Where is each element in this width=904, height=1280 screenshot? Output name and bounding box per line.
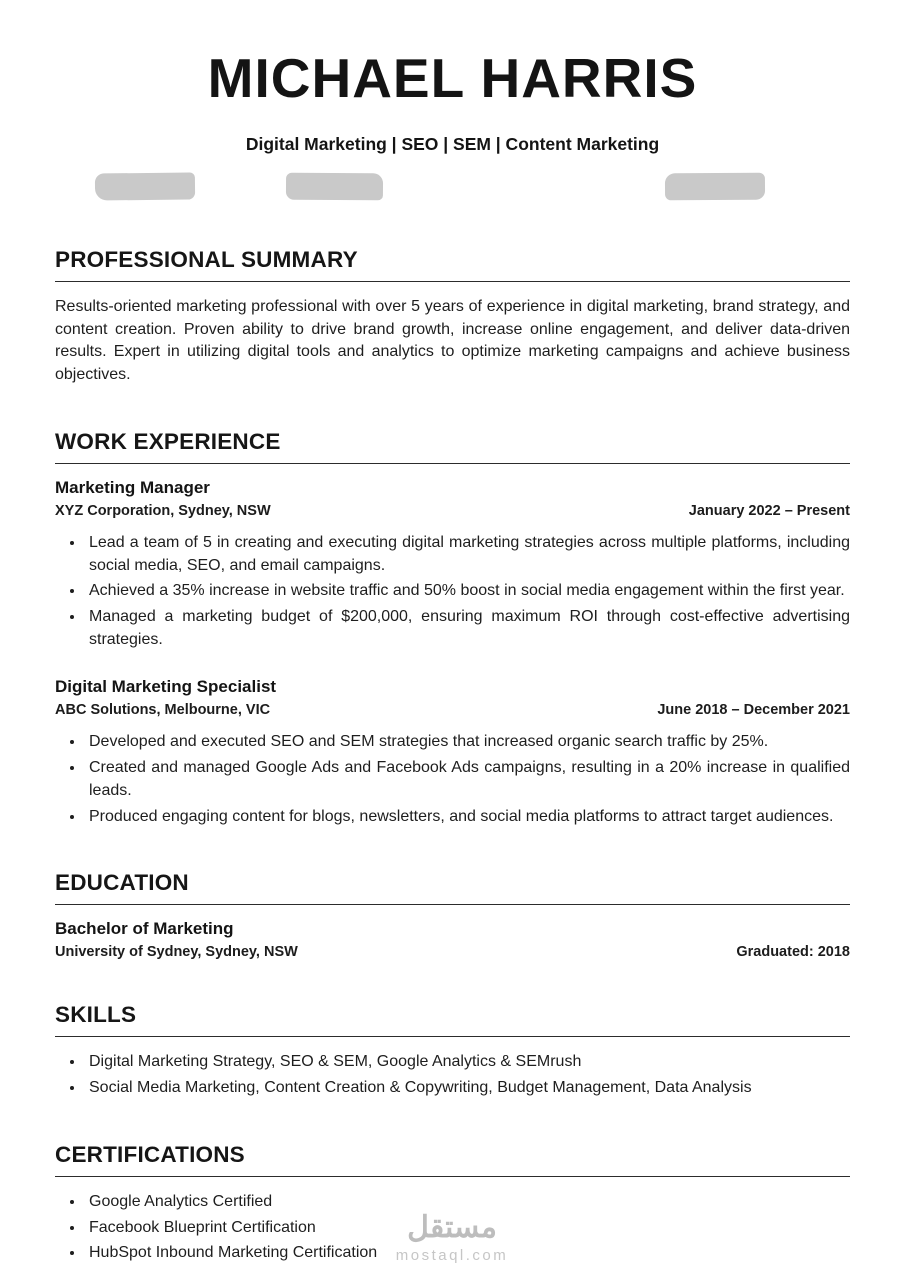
job-dates: January 2022 – Present (688, 502, 850, 519)
redacted-contact-block (665, 173, 765, 201)
job-company: ABC Solutions, Melbourne, VIC (55, 702, 271, 719)
summary-text: Results-oriented marketing professional with over 5 years of experience in digital marketing, brand strategy, and content creation. Proven ability to drive brand growth, increase online engagement, and deliver data-driven results. Expert in utilizing digital tools and analytics to optimize marketing campaigns and achieve business objectives. (55, 298, 850, 384)
contact-row (55, 169, 850, 205)
section-summary (55, 247, 850, 387)
job-role: Digital Marketing Specialist (55, 677, 277, 697)
section-education (55, 870, 850, 960)
section-title-experience: WORK EXPERIENCE (55, 429, 850, 464)
candidate-tagline: Digital Marketing | SEO | SEM | Content Marketing (245, 134, 660, 154)
section-title-summary: PROFESSIONAL SUMMARY (55, 247, 850, 282)
education-degree: Bachelor of Marketing (55, 919, 234, 939)
bullet-item: • Created and managed Google Ads and Facebook Ads campaigns, resulting in a 20% increase in qualified leads. (85, 757, 850, 802)
section-title-education: EDUCATION (55, 870, 850, 905)
bullet-item: • Social Media Marketing, Content Creation & Copywriting, Budget Management, Data Analysis (85, 1077, 850, 1100)
education-graduated: Graduated: 2018 (736, 944, 850, 961)
section-title-certifications: CERTIFICATIONS (55, 1142, 850, 1177)
job-entry (55, 478, 850, 652)
candidate-name: MICHAEL HARRIS (207, 47, 698, 109)
skills-bullet-list (55, 1051, 850, 1099)
bullet-item: • Achieved a 35% increase in website traffic and 50% boost in social media engagement within the first year. (85, 580, 850, 603)
job-bullet-list (55, 731, 850, 828)
section-experience (55, 429, 850, 828)
job-role: Marketing Manager (55, 477, 210, 497)
job-header (55, 677, 850, 718)
bullet-item: • Facebook Blueprint Certification (85, 1217, 850, 1240)
job-header (55, 478, 850, 519)
job-company: XYZ Corporation, Sydney, NSW (55, 502, 271, 519)
bullet-item: • HubSpot Inbound Marketing Certification (85, 1242, 850, 1265)
section-title-skills: SKILLS (55, 1002, 850, 1037)
redacted-contact-block (286, 173, 383, 201)
bullet-item: • Google Analytics Certified (85, 1191, 850, 1214)
resume-header (55, 46, 850, 205)
education-school: University of Sydney, Sydney, NSW (55, 944, 298, 961)
certifications-bullet-list (55, 1191, 850, 1265)
watermark-arabic-text: مستقل (407, 1211, 497, 1244)
watermark-domain-text: mostaql.com (395, 1247, 509, 1264)
education-entry (55, 919, 850, 960)
section-skills (55, 1002, 850, 1099)
job-bullet-list (55, 532, 850, 652)
bullet-item: • Digital Marketing Strategy, SEO & SEM, Google Analytics & SEMrush (85, 1051, 850, 1074)
job-dates: June 2018 – December 2021 (657, 702, 850, 719)
redacted-contact-block (95, 172, 195, 200)
bullet-item: • Produced engaging content for blogs, newsletters, and social media platforms to attract target audiences. (85, 806, 850, 829)
job-entry (55, 677, 850, 828)
bullet-item: • Developed and executed SEO and SEM strategies that increased organic search traffic by 25%. (85, 731, 850, 754)
section-certifications (55, 1142, 850, 1265)
bullet-item: • Lead a team of 5 in creating and executing digital marketing strategies across multiple platforms, including social media, SEO, and email campaigns. (85, 532, 850, 577)
education-header (55, 919, 850, 960)
bullet-item: • Managed a marketing budget of $200,000, ensuring maximum ROI through cost-effective advertising strategies. (85, 606, 850, 651)
